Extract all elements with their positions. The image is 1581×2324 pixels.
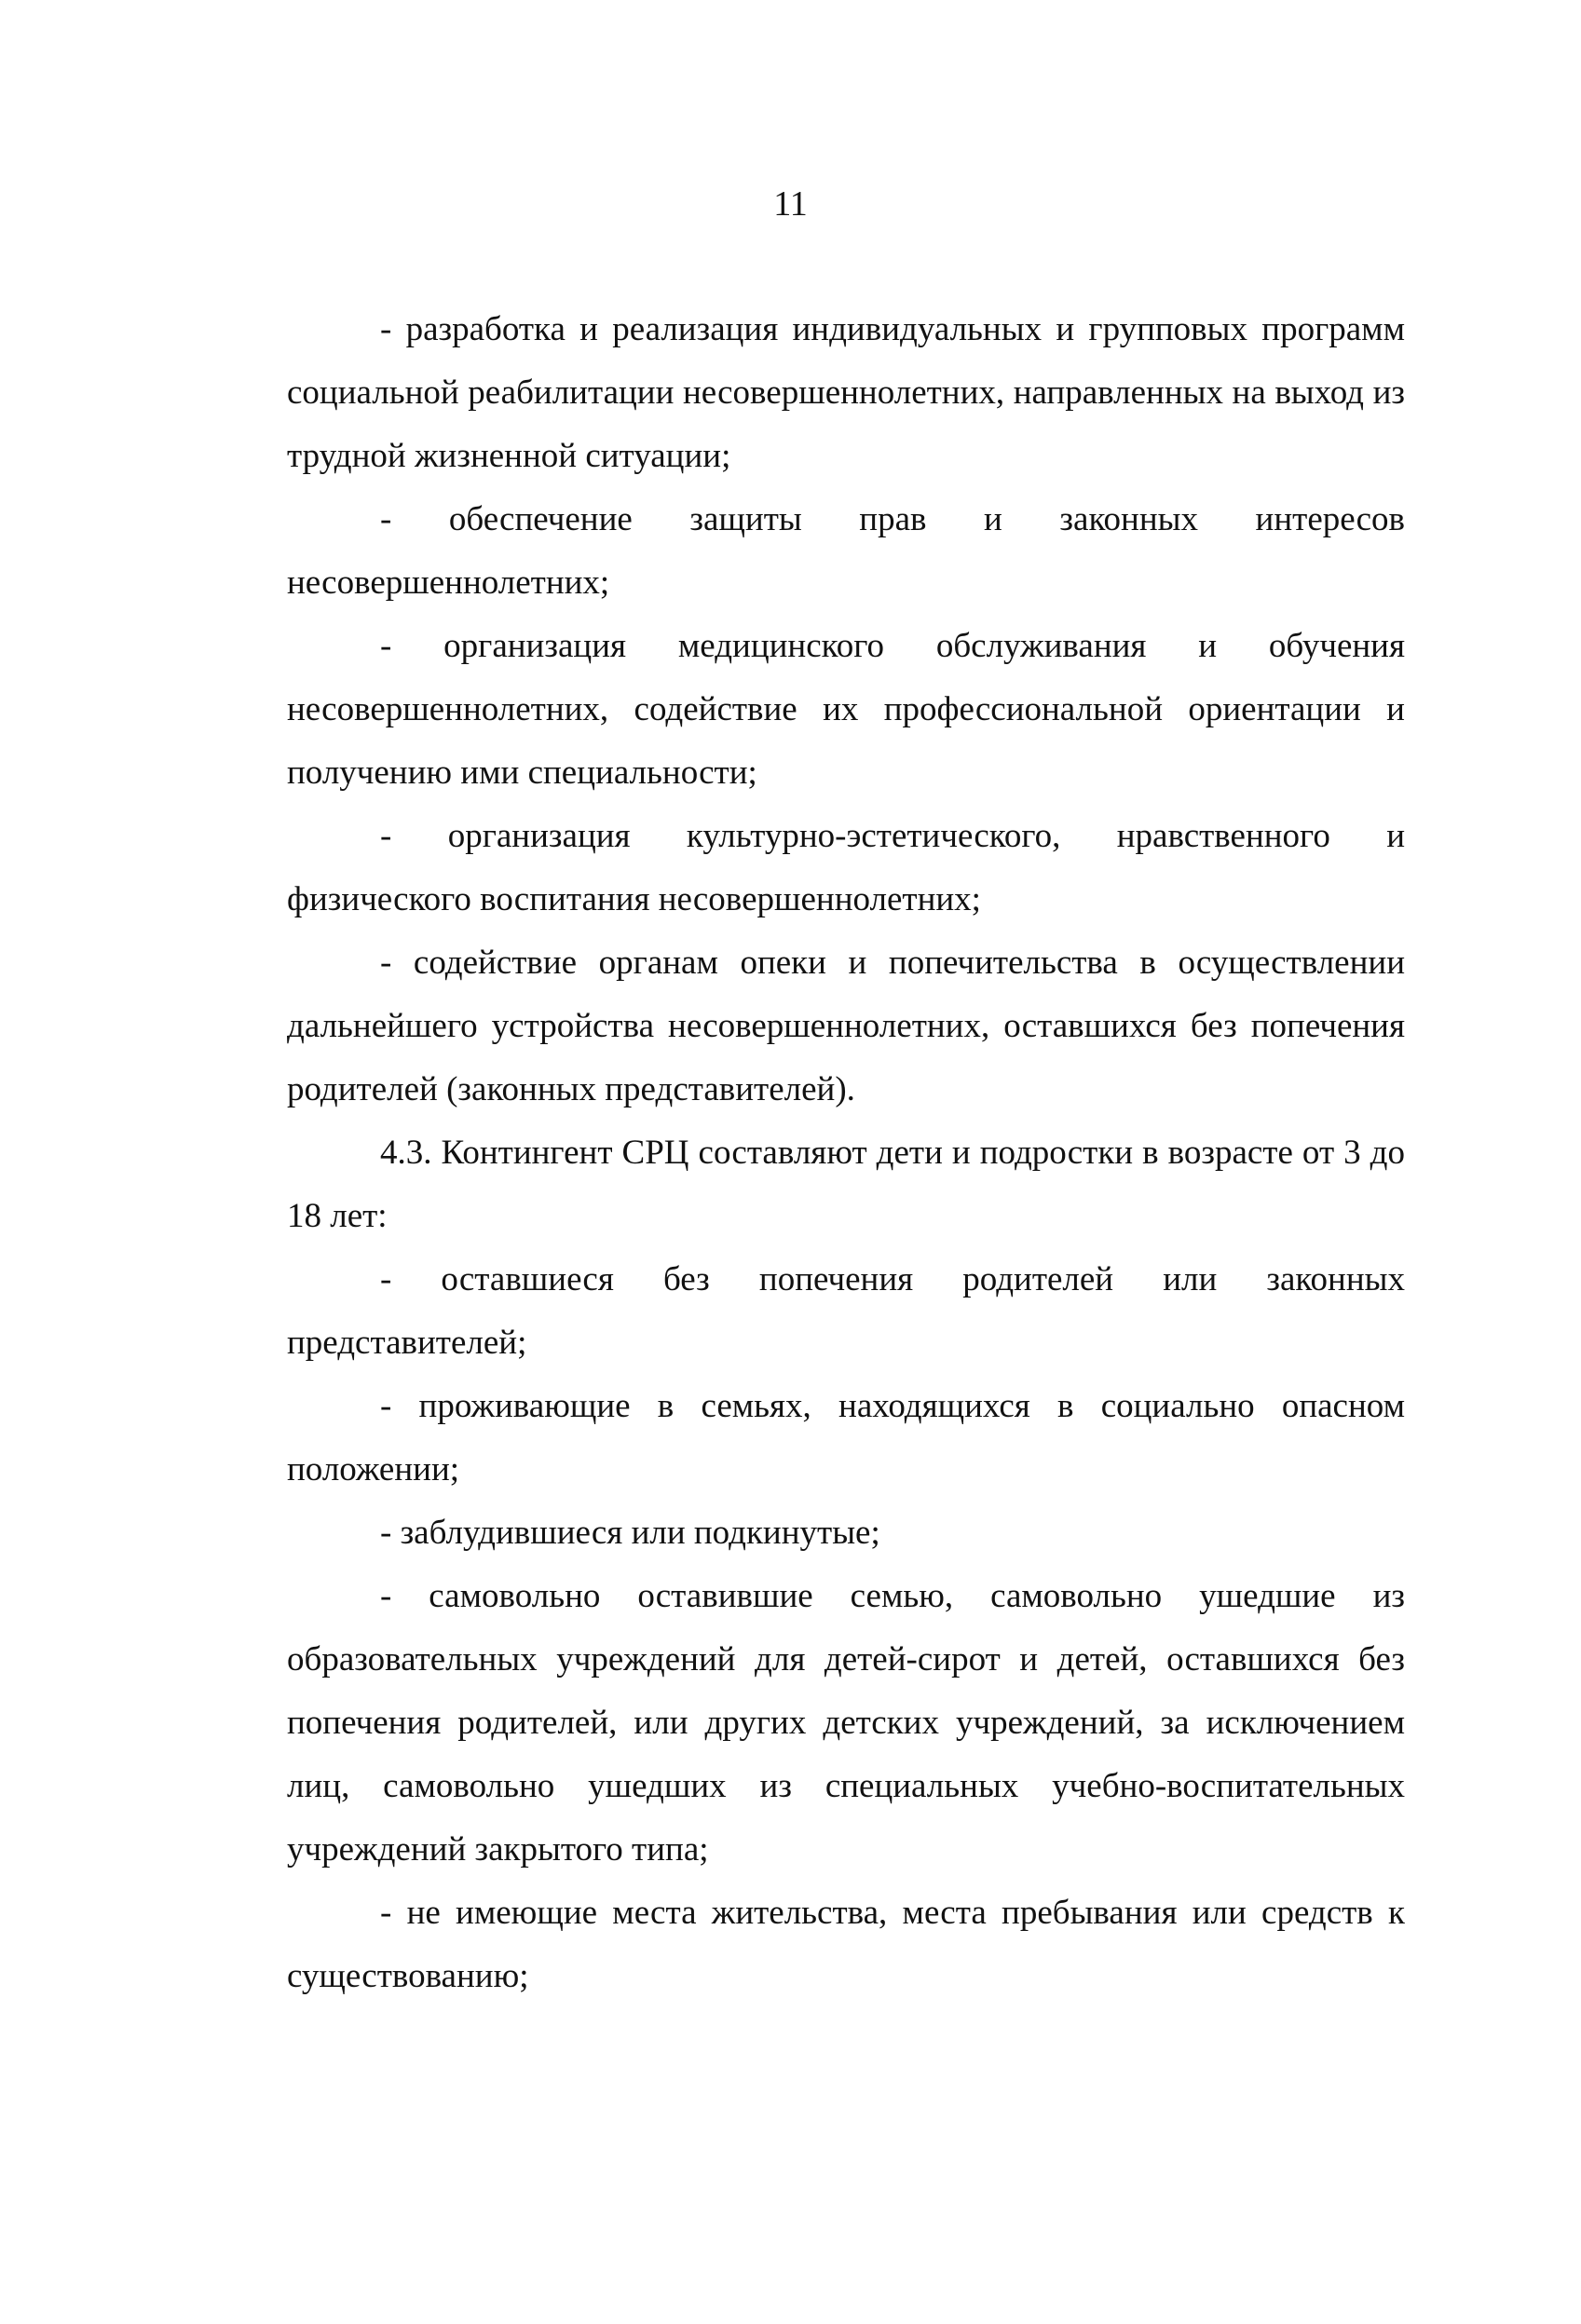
paragraph-no-residence: - не имеющие места жительства, места пребывания или средств к существованию;: [287, 1894, 1405, 1995]
paragraph-section-4-3: 4.3. Контингент СРЦ составляют дети и подростки в возрасте от 3 до 18 лет:: [287, 1134, 1405, 1235]
paragraph-runaways: - самовольно оставившие семью, самовольно ушедшие из образовательных учреждений для детей-сирот и детей, оставшихся без попечения родителей, или других детских учреждений, за исключением лиц, самовольно ушедших из специальных учебно-воспитательных учреждений закрытого типа;: [287, 1577, 1405, 1869]
paragraph-rehabilitation-programs: - разработка и реализация индивидуальных и групповых программ социальной реабилитации несовершеннолетних, направленных на выход из трудной жизненной ситуации;: [287, 310, 1405, 475]
document-body: [287, 298, 1405, 2008]
paragraph-dangerous-situation: - проживающие в семьях, находящихся в социально опасном положении;: [287, 1387, 1405, 1488]
paragraph-without-parental-care: - оставшиеся без попечения родителей или законных представителей;: [287, 1260, 1405, 1362]
paragraph-rights-protection: - обеспечение защиты прав и законных интересов несовершеннолетних;: [287, 500, 1405, 602]
paragraph-medical-education: - организация медицинского обслуживания и обучения несовершеннолетних, содействие их профессиональной ориентации и получению ими специальности;: [287, 627, 1405, 792]
paragraph-guardianship-assistance: - содействие органам опеки и попечительства в осуществлении дальнейшего устройства несовершеннолетних, оставшихся без попечения родителей (законных представителей).: [287, 944, 1405, 1108]
page-number: 11: [773, 184, 808, 224]
paragraph-lost-abandoned: - заблудившиеся или подкинутые;: [380, 1514, 880, 1552]
paragraph-cultural-upbringing: - организация культурно-эстетического, нравственного и физического воспитания несовершеннолетних;: [287, 817, 1405, 918]
